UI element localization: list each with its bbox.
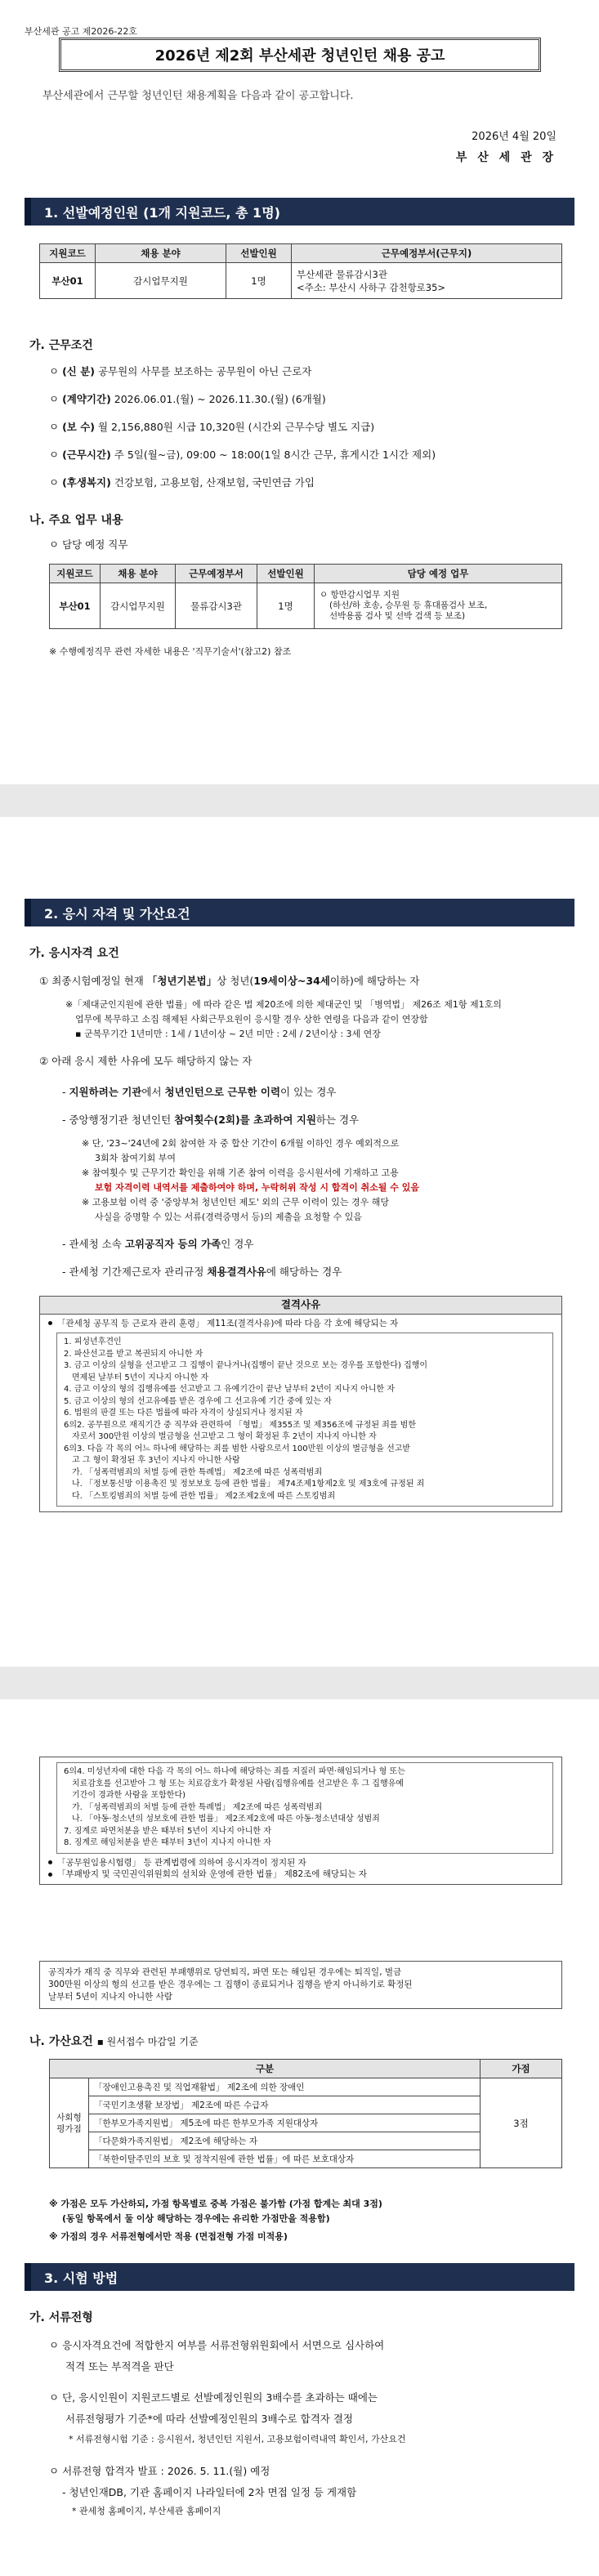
disqualification-tail-2: 「부패방지 및 국민권익위원회의 설치와 운영에 관한 법률」 제82조에 해당되는 자 bbox=[48, 1868, 553, 1881]
restriction-3: - 관세청 소속 고위공직자 등의 가족인 경우 bbox=[62, 1238, 254, 1250]
td-d-code: 부산01 bbox=[50, 583, 101, 629]
page-title: 2026년 제2회 부산세관 청년인턴 채용 공고 bbox=[59, 38, 541, 72]
notice-number: 부산세관 공고 제2026-22호 bbox=[25, 26, 137, 37]
th-d-dept: 근무예정부서 bbox=[176, 565, 257, 583]
bonus-table bbox=[49, 2059, 562, 2168]
restriction-1: - 지원하려는 기관에서 청년인턴으로 근무한 이력이 있는 경우 bbox=[62, 1086, 337, 1098]
bonus-note-1b: (동일 항목에서 둘 이상 해당하는 경우에는 유리한 가점만을 적용함) bbox=[62, 2213, 330, 2224]
doc-screening-p1a: ㅇ 응시자격요건에 적합한지 여부를 서류전형위원회에서 서면으로 심사하여 bbox=[49, 2339, 385, 2351]
condition-hours: ㅇ (근무시간) 주 5일(월~금), 09:00 ~ 18:00(1일 8시간 근무, 휴게시간 1시간 제외) bbox=[49, 449, 436, 461]
th-code: 지원코드 bbox=[40, 244, 96, 263]
section-3-header: 3. 시험 방법 bbox=[25, 2263, 574, 2291]
th-category: 구분 bbox=[50, 2060, 481, 2078]
page-gap-1 bbox=[0, 784, 599, 817]
th-d-code: 지원코드 bbox=[50, 565, 101, 583]
restriction-4: - 관세청 기간제근로자 관리규정 채용결격사유에 해당하는 경우 bbox=[62, 1266, 342, 1278]
td-bonus-3: 「한부모가족지원법」 제5조에 따른 한부모가족 지원대상자 bbox=[89, 2114, 481, 2132]
disqualification-list: 1. 피성년후견인 2. 파산선고를 받고 복권되지 아니한 자 3. 금고 이상의 실형을 선고받고 그 집행이 끝나거나(집행이 끝난 것으로 보는 경우를 포함한다) 집행이 면제된 날부터 5년이 지나지 아니한 자 4. 금고 이상의 형의 집행유예를 선고받고 그 유예기간이 끝난 날부터 2년이 지나지 아니한 자 5. 금고 이상의 형의 선고유예를 받은 경우에 그 선고유예 기간 중에 있는 자 6. 법원의 판결 또는 다른 법률에 따라 자격이 상실되거나 정지된 자 6의2. 공무원으로 재직기간 중 직무와 관련하여 「형법」 제355조 및 제356조에 규정된 죄를 범한 자로서 300만원 이상의 벌금형을 선고받고 그 형이 확정된 후 2년이 지나지 아니한 자 6의3. 다음 각 목의 어느 하나에 해당하는 죄를 범한 사람으로서 100만원 이상의 벌금형을 선고받 고 그 형이 확정된 후 3년이 지나지 아니한 사람 가. 「성폭력범죄의 처벌 등에 관한 특례법」 제2조에 따른 성폭력범죄 나. 「정보통신망 이용촉진 및 정보보호 등에 관한 법률」 제74조제1항제2호 및 제3호에 규정된 죄 다. 「스토킹범죄의 처벌 등에 관한 법률」 제2조제2호에 따른 스토킹범죄 bbox=[56, 1333, 553, 1507]
td-count: 1명 bbox=[226, 263, 292, 299]
restriction-2-note-6: 사실을 증명할 수 있는 서류(경력증명서 등)의 제출을 요청할 수 있음 bbox=[95, 1212, 362, 1222]
td-d-field: 감시업무지원 bbox=[101, 583, 176, 629]
duties-table bbox=[49, 564, 562, 629]
section-2-header: 2. 응시 자격 및 가산요건 bbox=[25, 899, 574, 926]
eligibility-note-2: 업무에 복무하고 소집 해제된 사회근무요원이 응시할 경우 상한 연령을 다음과 같이 연장함 bbox=[75, 1014, 428, 1025]
td-dept: 부산세관 물류감시3관 <주소: 부산시 사하구 감천항로35> bbox=[292, 263, 562, 299]
eligibility-note-3: ▪ 군복무기간 1년미만 : 1세 / 1년이상 ~ 2년 미만 : 2세 / 2년이상 : 3세 연장 bbox=[75, 1029, 381, 1039]
doc-screening-p2note: * 서류전형시험 기준 : 응시원서, 청년인턴 지원서, 고용보험이력내역 확인서, 가산요건 bbox=[69, 2434, 406, 2444]
td-d-dept: 물류감시3관 bbox=[176, 583, 257, 629]
disqualification-tail-1: 「공무원임용시험령」 등 관계법령에 의하여 응시자격이 정지된 자 bbox=[48, 1857, 553, 1869]
duties-note: ※ 수행예정직무 관련 자세한 내용은 '직무기술서'(참고2) 참조 bbox=[49, 646, 292, 657]
td-d-duty: ㅇ 항만감시업무 지원 (하선/하 호송, 승무원 등 휴대품검사 보조, 선박용품 검사 및 선박 검색 등 보조) bbox=[315, 583, 562, 629]
td-bonus-2: 「국민기초생활 보장법」 제2조에 따른 수급자 bbox=[89, 2096, 481, 2114]
td-d-count: 1명 bbox=[257, 583, 315, 629]
conditions-heading: 가. 근무조건 bbox=[29, 339, 93, 352]
condition-period: ㅇ (계약기간) 2026.06.01.(월) ~ 2026.11.30.(월) (6개월) bbox=[49, 393, 326, 405]
eligibility-heading: 가. 응시자격 요건 bbox=[29, 947, 119, 960]
restriction-2: - 중앙행정기관 청년인턴 참여횟수(2회)를 초과하여 지원하는 경우 bbox=[62, 1114, 360, 1126]
disqualification-lead: 「관세청 공무직 등 근로자 관리 훈령」 제11조(결격사유)에 따라 다음 각 호에 해당되는 자 bbox=[48, 1318, 553, 1330]
disqualification-box-cont bbox=[39, 1757, 562, 1885]
th-d-duty: 담당 예정 업무 bbox=[315, 565, 562, 583]
doc-screening-p2a: ㅇ 단, 응시인원이 지원코드별로 선발예정인원의 3배수를 초과하는 때에는 bbox=[49, 2391, 378, 2404]
eligibility-note-1: ※「제대군인지원에 관한 법률」에 따라 같은 법 제20조에 의한 제대군인 및 「병역법」 제26조 제1항 제1호의 bbox=[65, 999, 502, 1010]
duties-sub: ㅇ 담당 예정 직무 bbox=[49, 538, 128, 551]
restriction-2-note-4: 보험 자격이력 내역서를 제출하여야 하며, 누락허위 작성 시 합격이 취소될 수 있음 bbox=[95, 1182, 419, 1193]
disqualification-list-cont: 6의4. 미성년자에 대한 다음 각 목의 어느 하나에 해당하는 죄를 저질러 파면·해임되거나 형 또는 치료감호를 선고받아 그 형 또는 치료감호가 확정된 사람(집행유예를 선고받은 후 그 집행유예 기간이 경과한 사람을 포함한다) 가. 「성폭력범죄의 처벌 등에 관한 특례법」 제2조에 따른 성폭력범죄 나. 「아동·청소년의 성보호에 관한 법률」 제2조제2호에 따른 아동·청소년대상 성범죄 7. 징계로 파면처분을 받은 때부터 5년이 지나지 아니한 자 8. 징계로 해임처분을 받은 때부터 3년이 지나지 아니한 자 bbox=[56, 1762, 553, 1854]
condition-welfare: ㅇ (후생복지) 건강보험, 고용보험, 산재보험, 국민연금 가입 bbox=[49, 476, 315, 489]
doc-screening-p3dash: - 청년인재DB, 기관 홈페이지 나라일터에 2차 면접 일정 등 게재함 bbox=[62, 2486, 357, 2498]
restriction-2-note-1: ※ 단, '23~'24년에 2회 참여한 자 중 합산 기간이 6개월 이하인 경우 예외적으로 bbox=[82, 1138, 400, 1149]
th-points: 가점 bbox=[481, 2060, 562, 2078]
eligibility-item-1: ① 최종시험예정일 현재 「청년기본법」상 청년(19세이상~34세이하)에 해당하는 자 bbox=[39, 975, 420, 987]
condition-status: ㅇ (신 분) 공무원의 사무를 보조하는 공무원이 아닌 근로자 bbox=[49, 365, 312, 377]
td-group: 사회형평가점 bbox=[50, 2078, 89, 2168]
corruption-box: 공직자가 재직 중 직무와 관련된 부패행위로 당연퇴직, 파면 또는 해임된 경우에는 퇴직일, 벌금 300만원 이상의 형의 선고를 받은 경우에는 그 집행이 종료되거나 집행을 받지 아니하기로 확정된 날부터 5년이 지나지 아니한 사람 bbox=[39, 1961, 562, 2009]
th-count: 선발인원 bbox=[226, 244, 292, 263]
td-field: 감시업무지원 bbox=[96, 263, 226, 299]
th-d-count: 선발인원 bbox=[257, 565, 315, 583]
restriction-2-note-2: 3회차 참여기회 부여 bbox=[95, 1153, 176, 1163]
td-bonus-5: 「북한이탈주민의 보호 및 정착지원에 관한 법률」에 따른 보호대상자 bbox=[89, 2150, 481, 2168]
notice-date: 2026년 4월 20일 bbox=[472, 131, 557, 143]
td-bonus-1: 「장애인고용촉진 및 직업재활법」 제2조에 의한 장애인 bbox=[89, 2078, 481, 2096]
restriction-2-note-5: ※ 고용보험 이력 중 '중앙부처 청년인턴 제도' 외의 근무 이력이 있는 경우 해당 bbox=[82, 1197, 390, 1208]
th-dept: 근무예정부서(근무지) bbox=[292, 244, 562, 263]
restriction-2-note-3: ※ 참여횟수 및 근무기간 확인을 위해 기존 참여 이력을 응시원서에 기재하고 고용 bbox=[82, 1167, 399, 1178]
td-code: 부산01 bbox=[40, 263, 96, 299]
bonus-heading: 나. 가산요건 ▪ 원서접수 마감일 기준 bbox=[29, 2035, 199, 2048]
section-1-header: 1. 선발예정인원 (1개 지원코드, 총 1명) bbox=[25, 198, 574, 225]
th-d-field: 채용 분야 bbox=[101, 565, 176, 583]
page-gap-2 bbox=[0, 1667, 599, 1699]
eligibility-item-2: ② 아래 응시 제한 사유에 모두 해당하지 않는 자 bbox=[39, 1055, 253, 1067]
disqualification-box bbox=[39, 1296, 562, 1512]
positions-table bbox=[39, 243, 562, 299]
doc-screening-p3: ㅇ 서류전형 합격자 발표 : 2026. 5. 11.(월) 예정 bbox=[49, 2465, 270, 2477]
duties-heading: 나. 주요 업무 내용 bbox=[29, 514, 123, 527]
doc-screening-p2b: 서류전형평가 기준*에 따라 선발예정인원의 3배수로 합격자 결정 bbox=[65, 2413, 353, 2425]
condition-pay: ㅇ (보 수) 월 2,156,880원 시급 10,320원 (시간외 근무수당 별도 지급) bbox=[49, 421, 375, 433]
td-bonus-4: 「다문화가족지원법」 제2조에 해당하는 자 bbox=[89, 2132, 481, 2150]
doc-screening-p3note: * 관세청 홈페이지, 부산세관 홈페이지 bbox=[72, 2506, 221, 2516]
signer: 부 산 세 관 장 bbox=[455, 151, 557, 164]
td-points: 3점 bbox=[481, 2078, 562, 2168]
bonus-note-1a: ※ 가점은 모두 가산하되, 가점 항목별로 중복 가점은 불가함 (가점 합계는 최대 3점) bbox=[49, 2199, 382, 2209]
doc-screening-p1b: 적격 또는 부적격을 판단 bbox=[65, 2360, 174, 2373]
bonus-note-2: ※ 가점의 경우 서류전형에서만 적용 (면접전형 가점 미적용) bbox=[49, 2231, 288, 2242]
doc-screening-heading: 가. 서류전형 bbox=[29, 2311, 93, 2324]
th-field: 채용 분야 bbox=[96, 244, 226, 263]
intro-text: 부산세관에서 근무할 청년인턴 채용계획을 다음과 같이 공고합니다. bbox=[42, 90, 354, 102]
disqualification-title: 결격사유 bbox=[40, 1297, 561, 1315]
